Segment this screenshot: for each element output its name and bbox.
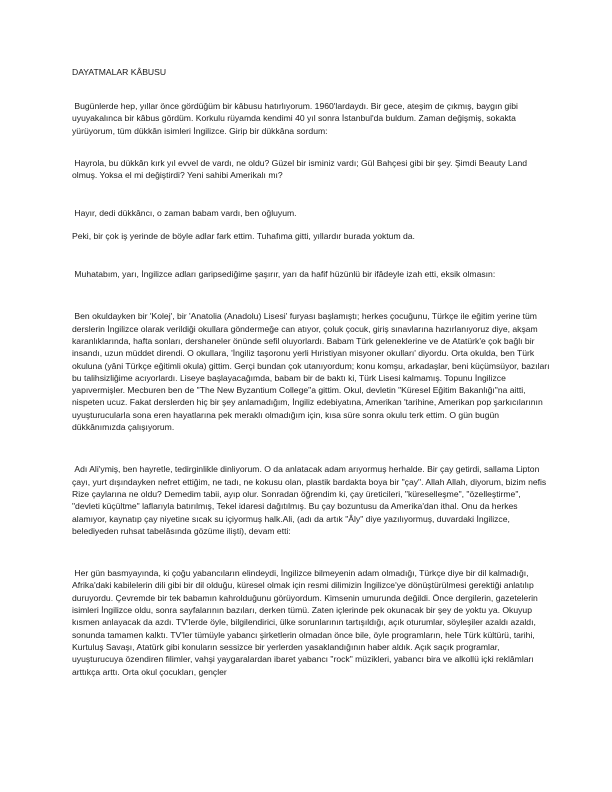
document-page (72, 66, 550, 678)
paragraph-3: Hayır, dedi dükkâncı, o zaman babam vardı, ben oğluyum. (72, 208, 297, 219)
paragraph-4: Peki, bir çok iş yerinde de böyle adlar fark ettim. Tuhafıma gitti, yıllardır burada yoktum da. (72, 230, 415, 241)
paragraph-1: Bugünlerde hep, yıllar önce gördüğüm bir kâbusu hatırlıyorum. 1960'lardaydı. Bir gece, ateşim de çıkmış, baygın gibi uyuyakalınca bir kâbus gördüm. Korkulu rüyamda kendimi 40 yıl sonra İstanbul'da buldum. Zaman değişmiş, sokakta yürüyorum, tüm dükkân isimleri İngilizce. Girip bir dükkâna sordum: (72, 101, 521, 136)
paragraph-5: Muhatabım, yarı, İngilizce adları garipsediğime şaşırır, yarı da hafif hüzünlü bir ifâdeyle izah etti, eksik olmasın: (72, 269, 496, 280)
paragraph-spacer (72, 220, 550, 230)
paragraph-spacer (72, 137, 550, 157)
paragraph-spacer (72, 537, 550, 567)
paragraph-spacer (72, 181, 550, 207)
document-title: DAYATMALAR KÂBUSU (72, 67, 167, 77)
paragraph-spacer (72, 433, 550, 463)
paragraph-8: Her gün basmyayında, ki çoğu yabancıların elindeydi, İngilizce bilmeyenin adam olmadığı, Türkçe diye bir dil kalmadığı, Afrika'daki kabilelerin dili gibi bir dil olduğu, küresel olmak için resmi dilimizin İngilizce'ye dönüştürülmesi gerektiği anlatılıp duruyordu. Çevremde bir tek babamın kahrolduğunu görüyordum. Kimsenin umurunda değildi. Önce dergilerin, gazetelerin isimleri İngilizce oldu, sonra sayfalarının bazıları, derken tümü. Zaten içlerinde pek okunacak bir şey de yoktu ya. Okuyup kısmen anlayacak da azdı. TV'lerde öyle, bilgilendirici, ülke sorunlarının tartışıldığı, açık oturumlar, söyleşiler azaldı azaldı, sonunda tamamen kalktı. TV'ler tümüyle yabancı şirketlerin olmadan önce bile, öyle programların, hele Türk kültürü, tarihi, Kurtuluş Savaşı, Atatürk gibi konuların sessizce bir yerlerden yasaklandığının haber aldık. Açık saçık programlar, uyuşturucuya özendiren filimler, vahşi yaygaralardan ibaret yabancı "rock" müzikleri, yabancı bira ve alkollü içki reklâmları arttıkça arttı. Orta okul çocukları, gençler (72, 568, 541, 677)
paragraph-spacer (72, 280, 550, 310)
paragraph-7: Adı Ali'ymiş, ben hayretle, tedirginlikle dinliyorum. O da anlatacak adam arıyormuş herhalde. Bir çay getirdi, sallama Lipton çayı, yurt dışındayken nefret ettiğim, ne tadı, ne kokusu olan, plastik bardakta boya bir "çay". Allah Allah, diyorum, bizim nefis Rize çaylarına ne oldu? Demedim tabii, ayıp olur. Sonradan öğrendim ki, çay üreticileri, "küreselleşme", "özelleştirme", "devleti küçültme" laflarıyla batırılmış, Tekel idaresi dağıtılmış. Bu çay bozuntusu da Amerika'dan ithal. Onu da herkes alamıyor, kaynatıp çay niyetine sıcak su içiyormuş halk.Ali, (adı da artık "Âly" diye yazılıyormuş, duvardaki İngilizce, belediyeden ruhsat tabelâsında gözüme ilişti), devam etti: (72, 464, 549, 536)
paragraph-spacer (72, 242, 550, 268)
paragraph-6: Ben okuldayken bir 'Kolej', bir 'Anatolia (Anadolu) Lisesi' furyası başlamıştı; herkes çocuğunu, Türkçe ile eğitim yerine tüm derslerin İngilizce olarak verildiği okullara göndermeğe can atıyor, çoluk çocuk, giriş sınavlarına hazırlanıyoruz diye, akşam karanlıklarında, hafta sonları, dershaneler önünde sefil oluyorlardı. Babam Türk geleneklerine ve de Atatürk'e çok bağlı bir insandı, uzun müddet direndi. O okullara, 'İngiliz taşoronu yerli Hıristiyan misyoner okulları' diyordu. Orta okulda, ben Türk okuluna (yâni Türkçe eğitimli okula) gittim. Gerçi bundan çok utanıyordum; konu komşu, arkadaşlar, beni küçümsüyor, bazıları bu talihsizliğime acıyorlardı. Liseye başlayacağımda, babam bir de baktı ki, Türk Lisesi kalmamış. Topunu İngilizce yapıvermişler. Mecburen ben de "The New Byzantium College"a gittim. Okul, devletin "Küresel Eğitim Bakanlığı"na aitti, nispeten ucuz. Fakat derslerden hiç bir şey anlamadığım, İngiliz edebiyatına, Amerikan 'tarihine, Amerikan pop şarkıcılarının uyuşturucularla sona eren hayatlarına pek meraklı olmadığım için, kısa süre sonra okulu terk ettim. O gün bugün dükkânımızda çalışıyorum. (72, 311, 552, 433)
paragraph-2: Hayrola, bu dükkân kırk yıl evvel de vardı, ne oldu? Güzel bir isminiz vardı; Gül Bahçesi gibi bir şey. Şimdi Beauty Land olmuş. Yoksa el mi değiştirdi? Yeni sahibi Amerikalı mı? (72, 157, 530, 181)
